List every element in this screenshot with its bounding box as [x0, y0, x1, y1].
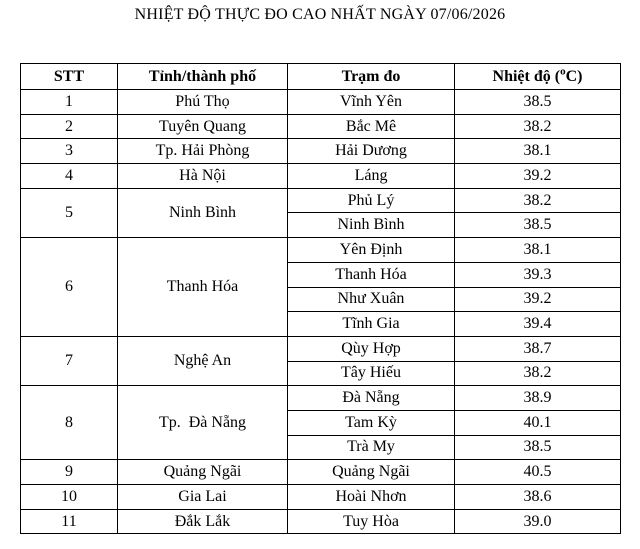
temperature-table	[20, 63, 621, 534]
cell-temperature: 38.6	[455, 485, 621, 510]
cell-temperature: 38.5	[455, 213, 621, 238]
cell-temperature: 38.1	[455, 139, 621, 164]
table-row	[21, 336, 621, 361]
cell-province: Gia Lai	[118, 485, 288, 510]
header-stt: STT	[21, 64, 118, 90]
table-header-row	[21, 64, 621, 90]
cell-temperature: 39.2	[455, 164, 621, 189]
cell-temperature: 38.7	[455, 336, 621, 361]
table-row	[21, 164, 621, 189]
cell-temperature: 38.1	[455, 238, 621, 263]
table-row	[21, 460, 621, 485]
cell-station: Quảng Ngãi	[288, 460, 455, 485]
cell-station: Ninh Bình	[288, 213, 455, 238]
cell-station: Phủ Lý	[288, 188, 455, 213]
cell-stt: 2	[21, 114, 118, 139]
cell-stt: 6	[21, 238, 118, 337]
cell-province: Phú Thọ	[118, 90, 288, 115]
cell-province: Thanh Hóa	[118, 238, 288, 337]
cell-temperature: 39.2	[455, 287, 621, 312]
cell-temperature: 39.4	[455, 312, 621, 337]
cell-province: Hà Nội	[118, 164, 288, 189]
cell-stt: 4	[21, 164, 118, 189]
table-row	[21, 238, 621, 263]
cell-stt: 5	[21, 188, 118, 237]
cell-station: Yên Định	[288, 238, 455, 263]
cell-province: Ninh Bình	[118, 188, 288, 237]
cell-province: Tuyên Quang	[118, 114, 288, 139]
cell-temperature: 38.2	[455, 188, 621, 213]
cell-temperature: 39.3	[455, 262, 621, 287]
cell-province: Tp. Đà Nẵng	[118, 386, 288, 460]
cell-station: Đà Nẵng	[288, 386, 455, 411]
cell-temperature: 38.2	[455, 361, 621, 386]
cell-station: Thanh Hóa	[288, 262, 455, 287]
cell-station: Qùy Hợp	[288, 336, 455, 361]
cell-station: Hải Dương	[288, 139, 455, 164]
cell-province: Quảng Ngãi	[118, 460, 288, 485]
cell-station: Láng	[288, 164, 455, 189]
cell-stt: 3	[21, 139, 118, 164]
header-temperature	[455, 64, 621, 90]
degree-symbol: o	[560, 65, 566, 78]
cell-temperature: 38.5	[455, 90, 621, 115]
cell-stt: 10	[21, 485, 118, 510]
cell-stt: 7	[21, 336, 118, 385]
cell-temperature: 38.2	[455, 114, 621, 139]
cell-station: Tĩnh Gia	[288, 312, 455, 337]
header-station: Trạm đo	[288, 64, 455, 90]
table-row	[21, 90, 621, 115]
table-row	[21, 188, 621, 213]
cell-station: Tam Kỳ	[288, 410, 455, 435]
cell-temperature: 39.0	[455, 509, 621, 534]
cell-stt: 11	[21, 509, 118, 534]
table-row	[21, 509, 621, 534]
cell-province: Nghệ An	[118, 336, 288, 385]
cell-station: Tuy Hòa	[288, 509, 455, 534]
cell-station: Vĩnh Yên	[288, 90, 455, 115]
cell-station: Như Xuân	[288, 287, 455, 312]
cell-station: Hoài Nhơn	[288, 485, 455, 510]
table-row	[21, 114, 621, 139]
cell-temperature: 38.5	[455, 435, 621, 460]
table-body	[21, 90, 621, 534]
page-title: NHIỆT ĐỘ THỰC ĐO CAO NHẤT NGÀY 07/06/2026	[134, 6, 506, 23]
cell-temperature: 40.1	[455, 410, 621, 435]
cell-stt: 8	[21, 386, 118, 460]
cell-station: Bắc Mê	[288, 114, 455, 139]
header-temperature-prefix: Nhiệt độ (	[492, 67, 561, 85]
cell-province: Tp. Hải Phòng	[118, 139, 288, 164]
header-province: Tỉnh/thành phố	[118, 64, 288, 90]
header-temperature-suffix: C)	[565, 67, 583, 85]
cell-stt: 9	[21, 460, 118, 485]
cell-temperature: 40.5	[455, 460, 621, 485]
cell-temperature: 38.9	[455, 386, 621, 411]
table-row	[21, 386, 621, 411]
cell-station: Tây Hiếu	[288, 361, 455, 386]
table-row	[21, 485, 621, 510]
cell-stt: 1	[21, 90, 118, 115]
table-row	[21, 139, 621, 164]
cell-station: Trà My	[288, 435, 455, 460]
cell-province: Đắk Lắk	[118, 509, 288, 534]
